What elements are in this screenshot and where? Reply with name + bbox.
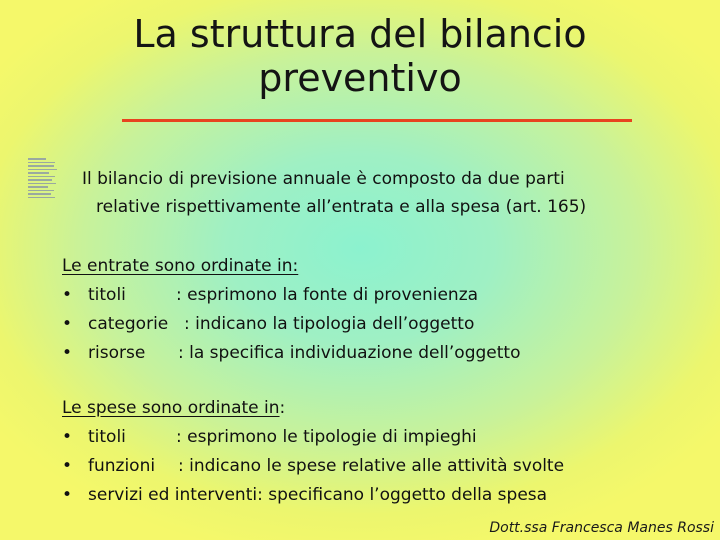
item-desc: : specificano l’oggetto della spesa bbox=[257, 485, 548, 505]
spese-heading-rest: : bbox=[279, 398, 286, 418]
bullet: • bbox=[62, 427, 73, 447]
item-term: titoli bbox=[88, 285, 126, 305]
item-desc: : esprimono la fonte di provenienza bbox=[176, 285, 479, 305]
bullet: • bbox=[62, 285, 73, 305]
item-desc: : esprimono le tipologie di impieghi bbox=[176, 427, 477, 447]
slide-title bbox=[60, 12, 660, 100]
entrate-heading-text: Le entrate sono ordinate in: bbox=[62, 256, 299, 276]
item-desc: : la specifica individuazione dell’oggetto bbox=[178, 343, 521, 363]
bullet: • bbox=[62, 314, 73, 334]
intro-line-1: Il bilancio di previsione annuale è composto da due parti bbox=[82, 169, 565, 189]
intro-paragraph bbox=[82, 165, 682, 221]
spese-list bbox=[62, 423, 702, 510]
intro-line-2: relative rispettivamente all’entrata e alla spesa (art. 165) bbox=[96, 197, 587, 217]
title-line-2: preventivo bbox=[258, 56, 462, 100]
title-underline bbox=[122, 119, 632, 122]
spese-heading bbox=[62, 394, 702, 423]
entrate-list bbox=[62, 281, 702, 368]
list-item bbox=[62, 310, 702, 339]
item-term: categorie bbox=[88, 314, 169, 334]
item-term: servizi ed interventi bbox=[88, 485, 258, 505]
list-item bbox=[62, 452, 702, 481]
entrate-section bbox=[62, 252, 702, 368]
spese-section bbox=[62, 394, 702, 510]
item-desc: : indicano le spese relative alle attività svolte bbox=[178, 456, 565, 476]
bullet: • bbox=[62, 485, 73, 505]
spese-heading-text: Le spese sono ordinate in bbox=[62, 398, 280, 418]
title-line-1: La struttura del bilancio bbox=[133, 12, 587, 56]
list-item bbox=[62, 281, 702, 310]
item-term: titoli bbox=[88, 427, 126, 447]
bullet: • bbox=[62, 343, 73, 363]
author-footer: Dott.ssa Francesca Manes Rossi bbox=[489, 520, 714, 536]
item-desc: : indicano la tipologia dell’oggetto bbox=[184, 314, 475, 334]
bullet: • bbox=[62, 456, 73, 476]
list-item bbox=[62, 481, 702, 510]
list-item bbox=[62, 339, 702, 368]
list-item bbox=[62, 423, 702, 452]
item-term: funzioni bbox=[88, 456, 156, 476]
entrate-heading bbox=[62, 252, 702, 281]
document-thumbnail-icon bbox=[28, 158, 58, 206]
item-term: risorse bbox=[88, 343, 146, 363]
